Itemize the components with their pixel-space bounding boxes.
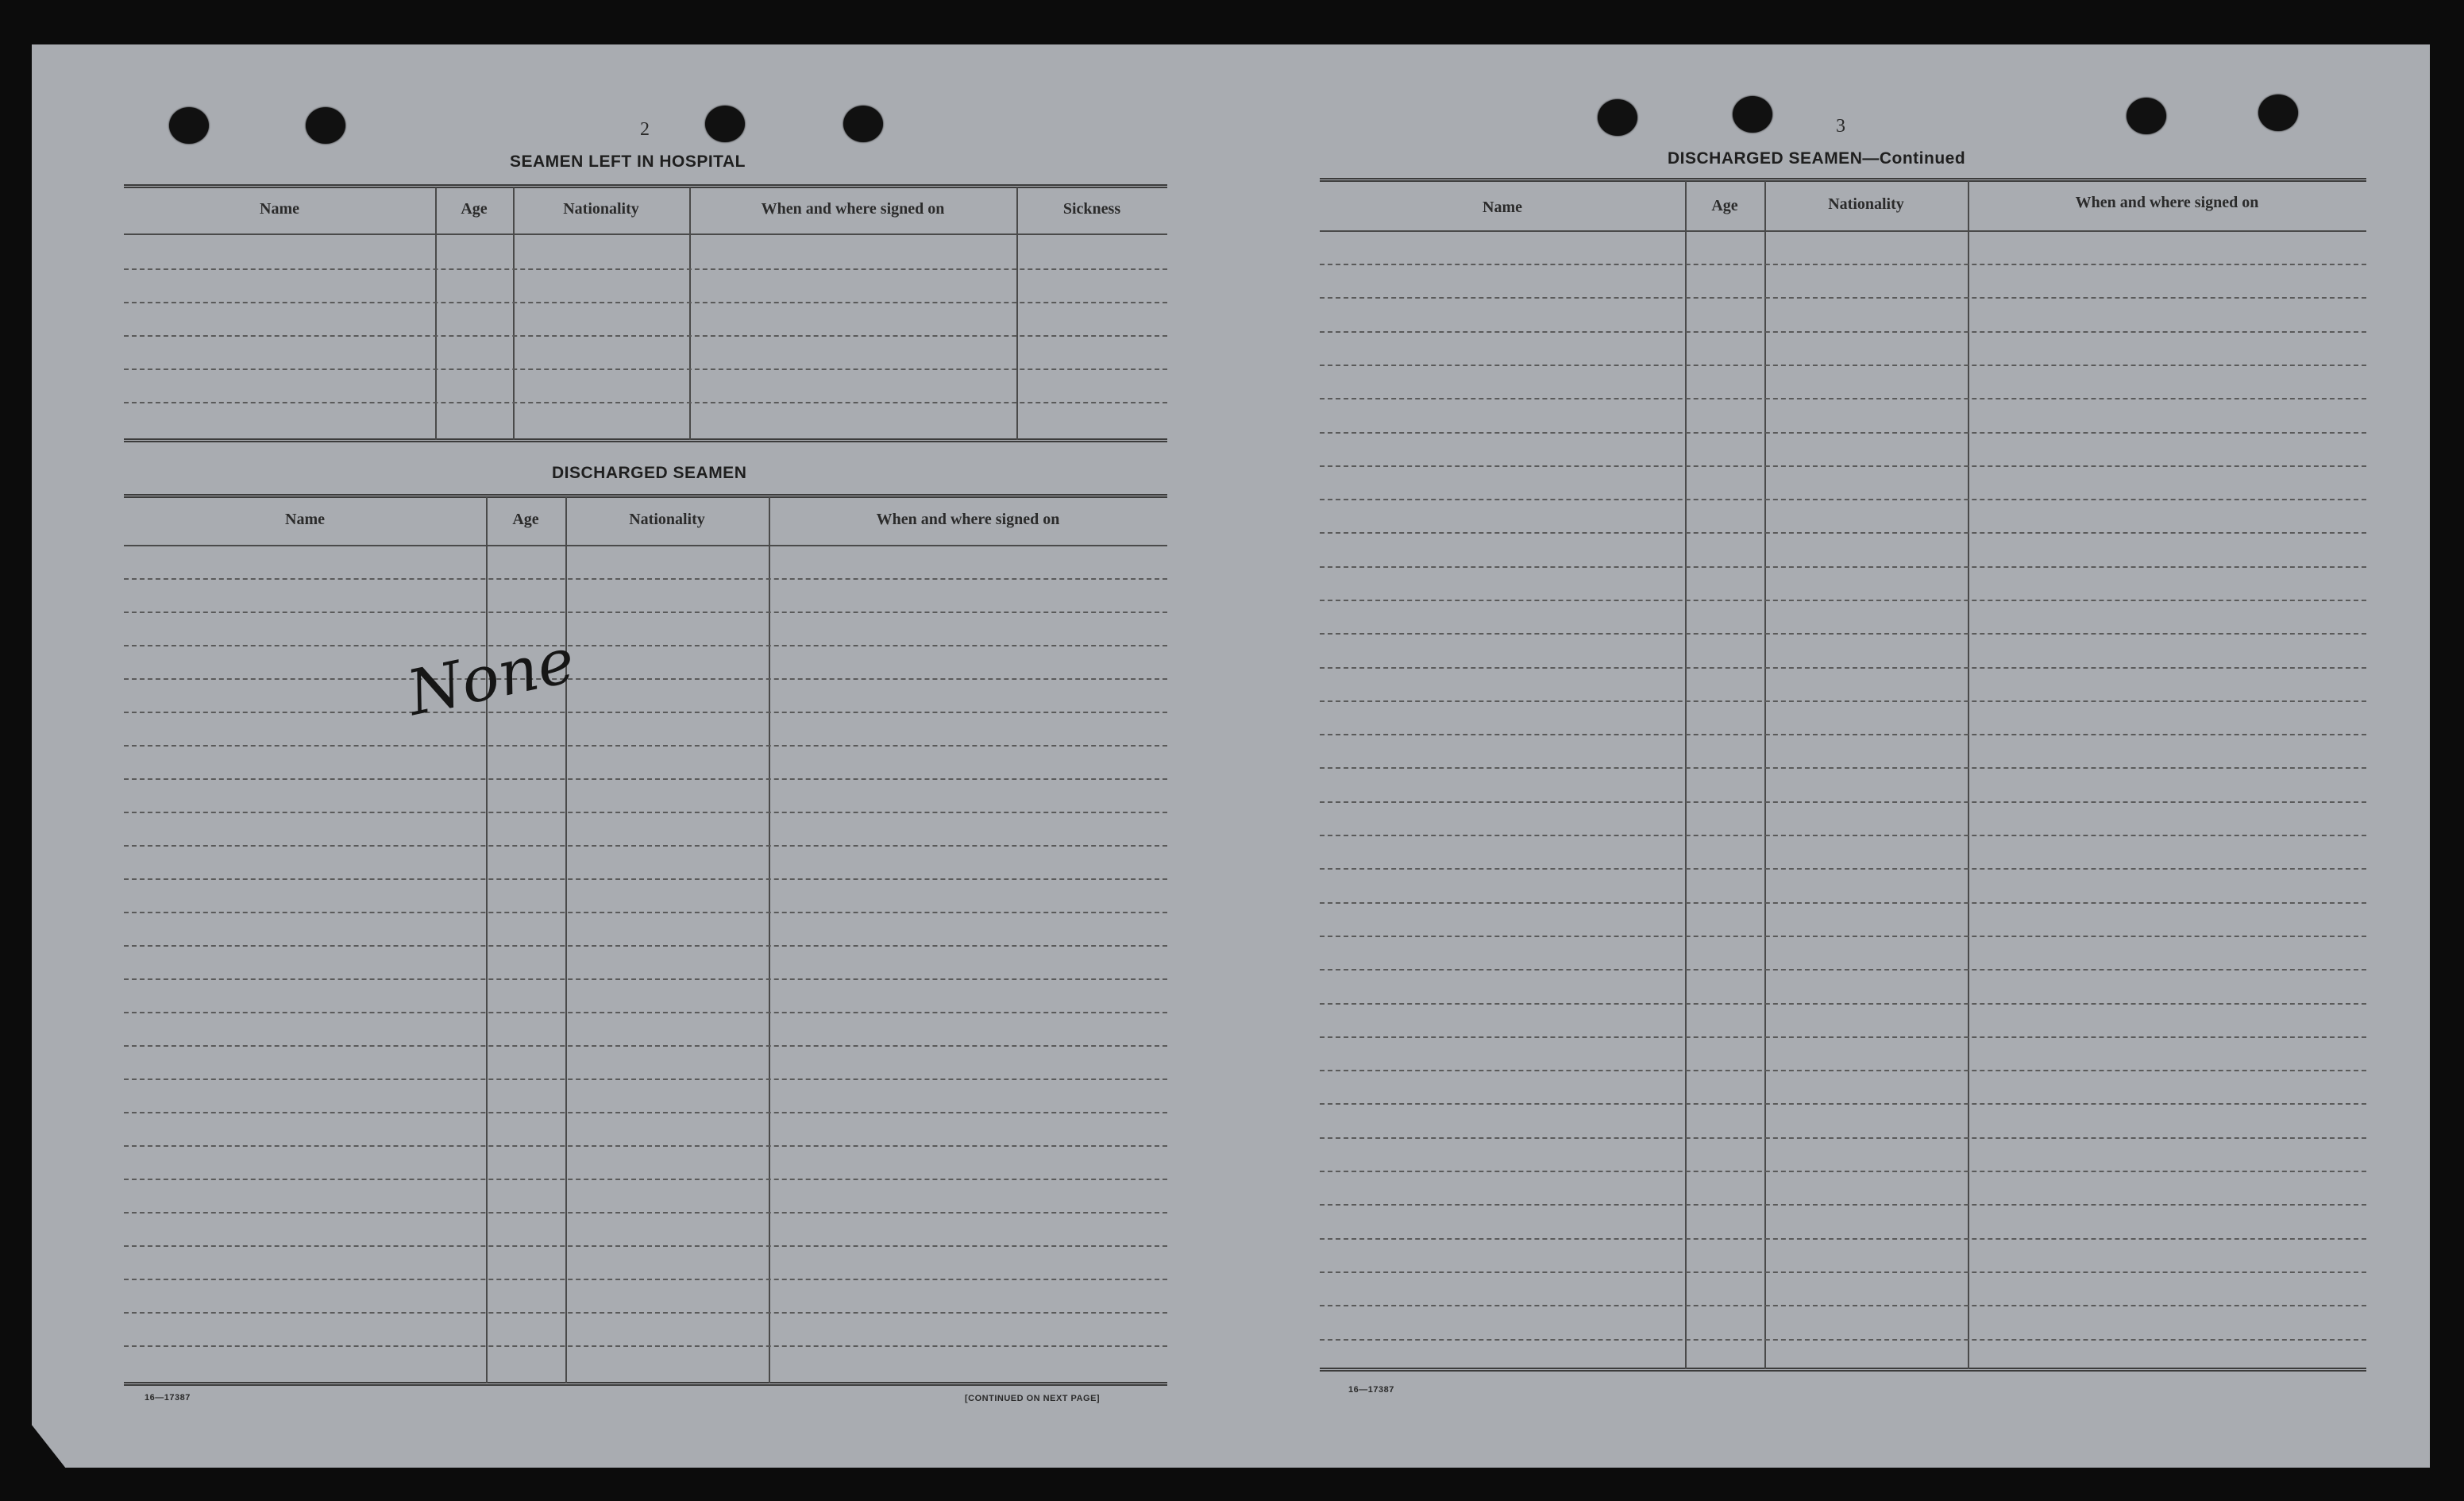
punch-hole (2127, 98, 2166, 134)
ruled-row-line (124, 745, 1167, 747)
ruled-row-line (124, 578, 1167, 580)
ruled-row-line (1320, 1339, 2366, 1341)
ruled-row-line (124, 302, 1167, 303)
ruled-row-line (124, 945, 1167, 947)
ruled-row-line (1320, 1204, 2366, 1206)
continued-note: [CONTINUED ON NEXT PAGE] (965, 1394, 1101, 1403)
ruled-row-line (1320, 868, 2366, 870)
ruled-row-line (124, 1045, 1167, 1047)
ruled-row-line (124, 878, 1167, 880)
discharged-col-name: Name (285, 511, 325, 528)
discharged-header-rule (124, 545, 1167, 546)
discharged-col-divider (769, 497, 770, 1383)
ruled-row-line (124, 1012, 1167, 1013)
page-number-right: 3 (1836, 116, 1845, 137)
ruled-row-line (1320, 1171, 2366, 1172)
ruled-row-line (1320, 1305, 2366, 1306)
discharged-continued-title: DISCHARGED SEAMEN—Continued (1668, 149, 1966, 168)
ruled-row-line (124, 712, 1167, 713)
ruled-row-line (124, 1279, 1167, 1280)
ruled-row-line (124, 402, 1167, 403)
ruled-row-line (1320, 1271, 2366, 1273)
ruled-row-line (1320, 398, 2366, 399)
right-table-bottom-rule (1320, 1368, 2366, 1372)
hospital-section-title: SEAMEN LEFT IN HOSPITAL (510, 152, 746, 171)
ruled-row-line (1320, 633, 2366, 635)
page-number-left: 2 (640, 119, 650, 140)
ruled-row-line (124, 368, 1167, 370)
discharged-table-top-rule (124, 494, 1167, 498)
punch-hole (1733, 96, 1772, 133)
ruled-row-line (1320, 365, 2366, 366)
right-table-top-rule (1320, 178, 2366, 182)
ruled-row-line (124, 678, 1167, 680)
ruled-row-line (1320, 1137, 2366, 1139)
hospital-col-name: Name (260, 200, 299, 218)
ruled-row-line (1320, 499, 2366, 500)
punch-hole (169, 107, 209, 144)
ruled-row-line (124, 1078, 1167, 1080)
ruled-row-line (1320, 767, 2366, 769)
ruled-row-line (1320, 1003, 2366, 1005)
right-col-signed-on: When and where signed on (2075, 194, 2259, 211)
ruled-row-line (124, 978, 1167, 980)
right-header-rule (1320, 230, 2366, 232)
right-col-age: Age (1711, 197, 1738, 214)
ruled-row-line (124, 612, 1167, 613)
discharged-col-divider (486, 497, 488, 1383)
discharged-table-bottom-rule (124, 1382, 1167, 1386)
ruled-row-line (1320, 734, 2366, 735)
ruled-row-line (124, 1312, 1167, 1314)
ruled-row-line (1320, 1036, 2366, 1038)
right-col-divider (1968, 181, 1969, 1369)
ruled-row-line (124, 1112, 1167, 1113)
ruled-row-line (124, 1179, 1167, 1180)
ruled-row-line (1320, 902, 2366, 904)
ruled-row-line (124, 912, 1167, 913)
ruled-row-line (124, 1345, 1167, 1347)
ruled-row-line (1320, 1238, 2366, 1240)
hospital-col-nationality: Nationality (563, 200, 639, 218)
paper-sheet (32, 44, 2430, 1468)
punch-hole (306, 107, 345, 144)
punch-hole (843, 106, 883, 142)
discharged-col-age: Age (512, 511, 539, 528)
hospital-table-top-rule (124, 184, 1167, 188)
ruled-row-line (124, 812, 1167, 813)
ruled-row-line (1320, 264, 2366, 265)
hospital-header-rule (124, 233, 1167, 235)
form-number-left: 16—17387 (145, 1393, 191, 1403)
ruled-row-line (1320, 1103, 2366, 1105)
hospital-col-sickness: Sickness (1062, 200, 1121, 218)
ruled-row-line (124, 1212, 1167, 1214)
hospital-col-signed-on: When and where signed on (761, 200, 945, 218)
punch-hole (1598, 99, 1637, 136)
ruled-row-line (124, 335, 1167, 337)
right-col-nationality: Nationality (1828, 195, 1904, 213)
ruled-row-line (1320, 297, 2366, 299)
ruled-row-line (1320, 1070, 2366, 1071)
ruled-row-line (1320, 432, 2366, 434)
form-number-right: 16—17387 (1348, 1385, 1394, 1395)
ruled-row-line (124, 1145, 1167, 1147)
ruled-row-line (124, 845, 1167, 847)
right-col-divider (1685, 181, 1687, 1369)
punch-hole (705, 106, 745, 142)
ruled-row-line (1320, 532, 2366, 534)
ruled-row-line (1320, 465, 2366, 467)
ruled-row-line (124, 778, 1167, 780)
ruled-row-line (1320, 700, 2366, 702)
ruled-row-line (1320, 801, 2366, 803)
ruled-row-line (124, 645, 1167, 646)
ruled-row-line (124, 1245, 1167, 1247)
ruled-row-line (1320, 969, 2366, 970)
hospital-table-bottom-rule (124, 438, 1167, 442)
hospital-col-age: Age (461, 200, 488, 218)
ruled-row-line (1320, 936, 2366, 937)
ruled-row-line (124, 268, 1167, 270)
right-col-name: Name (1483, 199, 1522, 216)
ruled-row-line (1320, 600, 2366, 601)
ruled-row-line (1320, 331, 2366, 333)
punch-hole (2258, 95, 2298, 131)
discharged-col-nationality: Nationality (629, 511, 705, 528)
ruled-row-line (1320, 835, 2366, 836)
ruled-row-line (1320, 566, 2366, 568)
discharged-section-title: DISCHARGED SEAMEN (552, 464, 747, 482)
right-col-divider (1764, 181, 1766, 1369)
ruled-row-line (1320, 667, 2366, 669)
handwritten-entry: None (401, 624, 581, 731)
discharged-col-signed-on: When and where signed on (876, 511, 1060, 528)
